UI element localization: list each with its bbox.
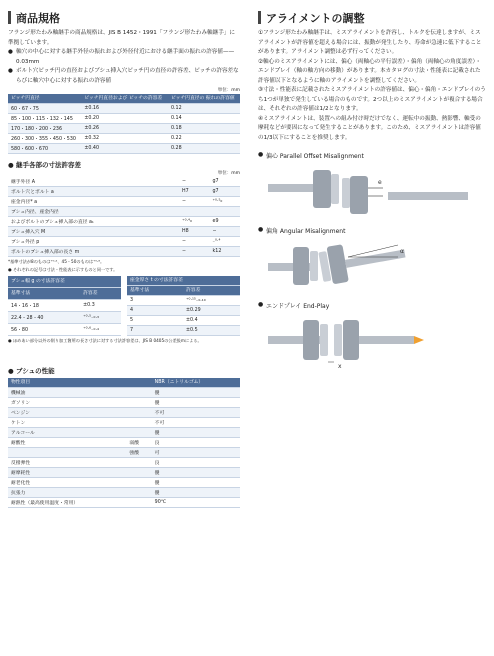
endplay-figure [258,312,478,372]
spec-intro: フランジ形たわみ軸継手の商品規格は、JIS B 1452・1991「フランジ形たわみ軸継手」に準拠しています。 [8,30,236,46]
table-row: アルコール 優 [8,428,240,438]
alignment-item-2: ②軸心のミスアライメントには、偏心（両軸心の平行誤差）・偏角（両軸心の角度誤差）・エンドプレイ（軸の軸方向の移動）があります。本カタログの寸法・性能表に記載された許容値以下となるように軸のアライメントを調整してください。 [258,58,481,84]
table-row: 260・300・355・450・530 ±0.32 0.22 [8,134,240,144]
alignment-item-1: ①フランジ形たわみ軸継手は、ミスアライメントを許容し、トルクを伝達しますが、ミスアライメントが許容値を超える場合には、振動が発生したり、寿命が急速に低下することがあります。アライメント調整は必ず行ってください。 [258,30,482,55]
table-row: 85・100・115・132・145 ±0.20 0.14 [8,114,240,124]
table-row: 22.4・28・40 ⁺⁰·⁵₋₀.₃ [8,311,121,323]
table-row: ブシュ内径、座金内径 [8,207,240,217]
note-1: *基準寸法が8のものは⁺⁰·⁵、45・50のものは⁺⁰·⁸。 [8,259,105,264]
table-row: ボルト穴とボルト a H7 g7 [8,187,240,197]
table-row: 耐酸性 弱酸 良 [8,438,240,448]
angular-misalignment-figure [258,237,478,297]
alignment-title: アライメントの調整 [266,11,365,25]
note-2: ● それぞれの記号は寸法・性能表に示すものと同一です。 [8,267,118,272]
table-row: およびボルトのブシュ挿入部の直径 a₁ ⁺⁰·⁴₀ e9 [8,217,240,227]
bullet-2: ● ボルト穴ピッチ円の直径およびブシュ挿入穴ピッチ円の直径の許容差、ピッチの許容差ならびに軸穴中心に対する振れの許容値 [8,68,239,84]
table-row: ボルトのブシュ挿入部の長さ m − k12 [8,247,240,257]
fig-endplay-title: ● エンドプレイ End-Play [258,301,330,310]
alignment-heading [258,10,486,25]
product-spec-heading [8,10,240,25]
unit-label-2: 単位：mm [217,171,240,176]
endplay-label: x [338,363,342,370]
table-row: ブシュ外径 p − ₋⁰·⁴ [8,237,240,247]
fig-offset-title: ● 偏心 Parallel Offset Misalignment [258,151,364,160]
t1-header: ピッチ円直径および ピッチの許容差 [81,94,168,104]
table-row: 耐摩耗性 優 [8,468,240,478]
table-row: 耐老化性 優 [8,478,240,488]
table-row: 抗張力 優 [8,488,240,498]
table-row: 継手外径 A − g7 [8,177,240,187]
t1-header: ピッチ円直径の 振れの許容値 [168,94,240,104]
pitch-tolerance-table [8,94,240,154]
heading-bar [8,11,11,24]
unit-label-1: 単位：mm [217,88,240,93]
product-spec-title: 商品規格 [16,11,60,25]
table-row: 7 ±0.5 [127,326,240,336]
bullet-1: ● 軸穴の中心に対する継手外径の振れおよび外径付近における継手面の振れの許容値——0.03mm [8,49,235,65]
right-column [258,10,486,372]
alignment-item-4: ④ミスアライメントは、装置への組み付け時だけでなく、運転中の振動、熱影響、軸受の摩耗などが要因になって発生することがあります。このため、ミスアライメントは許容値の1/3以下にすることを推奨します。 [258,115,481,141]
table-row: 4 ±0.29 [127,306,240,316]
table-row: 5 ±0.4 [127,316,240,326]
table-row: 580・600・670 ±0.40 0.28 [8,144,240,154]
fig-angular-title: ● 偏角 Angular Misalignment [258,226,346,235]
angle-label: α [400,248,404,255]
table-row: 14・16・18 ±0.3 [8,299,121,311]
table-row: ブシュ挿入穴 M H8 − [8,227,240,237]
t1-header: ピッチ円直径 [8,94,81,104]
table-row: 3 ⁺⁰·¹⁵₋₀.₁₀ [127,296,240,306]
note-3: ● ほめあい部分以外の削り加工箇所の長さ寸法に対する寸法許容差は、JIS B 0405の公差級mによる。 [8,338,202,343]
heading-bar [258,11,261,24]
table-row: ガソリン 優 [8,398,240,408]
washer-thickness-table: 座金厚さ t の寸法許容差 基準寸法 許容差 3 ⁺⁰·¹⁵₋₀.₁₀ 4 ±0.29 5 ±0.4 7 ±0.5 [127,276,240,336]
alignment-item-3: ③寸法・性能表に記載されたミスアライメントの許容値は、偏心・偏角・エンドプレイのうち1つが単独で発生している場合のものです。2つ以上のミスアライメントが複合する場合は、それぞれの許容値は1/2となります。 [258,87,486,112]
table-row: ベンジン 不可 [8,408,240,418]
table-row: 強酸 可 [8,448,240,458]
bush-width-table: ブシュ幅 g の寸法許容差 基準寸法 許容差 14・16・18 ±0.3 22.4・28・40 ⁺⁰·⁵₋₀.₃ 56・80 ⁺⁰·⁶₋₀.₄ [8,276,121,336]
table-row: 170・180・200・236 ±0.26 0.18 [8,124,240,134]
table-row: 反撥弾性 良 [8,458,240,468]
bush-washer-tables [8,276,240,336]
dimension-tolerance-table [8,177,240,257]
table-row: 60・67・75 ±0.16 0.12 [8,104,240,114]
offset-misalignment-figure [258,162,478,222]
table-row: 耐熱性（最高使用温度・常用） 90℃ [8,498,240,508]
table-row: 座金内径* a − ⁺⁰·⁵₀ [8,197,240,207]
section-dimension-tolerance: ● 継手各部の寸法許容差 [8,160,81,169]
table-row: 56・80 ⁺⁰·⁶₋₀.₄ [8,323,121,335]
left-column [8,10,240,508]
table-row: ケトン 不可 [8,418,240,428]
offset-label: e [378,179,382,186]
table-row: 機械油 優 [8,388,240,398]
bush-performance-table: 物性項目 NBR（ニトリルゴム） 機械油 優 ガソリン 優 ベンジン 不可 ケトン 不可 アルコール 優 耐酸性 弱酸 良 強酸 可 反撥弾性 良 耐摩耗性 優 耐老化性 優 抗張力 優 耐熱性（最高使用温度・常用） 90℃ [8,378,240,508]
section-bush-performance: ● ブシュの性能 [8,366,55,375]
